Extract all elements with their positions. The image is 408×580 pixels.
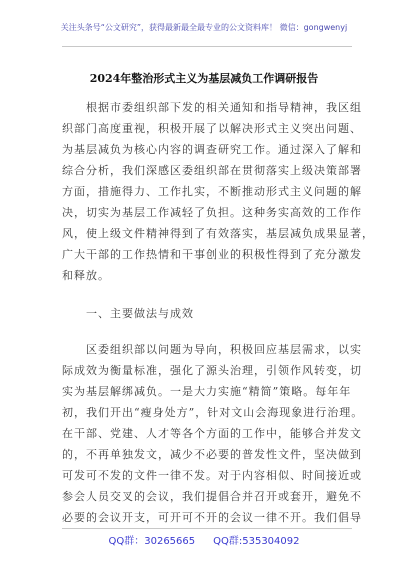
footer-qq-group-2: QQ群:535304092 xyxy=(213,536,300,547)
body-line: 方面，措施得力、工作扎实，不断推动形式主义问题的解 xyxy=(62,185,362,198)
body-line: 际成效为衡量标准，强化了源头治理，引领作风转变，切 xyxy=(62,364,362,377)
body-line: 区委组织部以问题为导向，积极回应基层需求，以实 xyxy=(86,343,362,356)
footer-divider xyxy=(62,528,352,529)
section-heading: 一、主要做法与成效 xyxy=(86,307,194,320)
body-line: 可发可不发的文件一律不发。对于内容相似、时间接近或 xyxy=(62,469,362,482)
body-line: 根据市委组织部下发的相关通知和指导精神，我区组 xyxy=(86,101,362,114)
header-divider xyxy=(62,46,352,47)
body-line: 初，我们开出“瘦身处方”，针对文山会海现象进行治理。 xyxy=(62,406,364,419)
footer-qq-group-1: QQ群：30265665 xyxy=(108,536,196,547)
document-title: 2024年整治形式主义为基层减负工作调研报告 xyxy=(89,72,319,85)
header-note: 关注头条号“公文研究”，获得最新最全最专业的公文资料库！ 微信：gongwenyj xyxy=(60,23,348,32)
body-line: 广大干部的工作热情和干事创业的积极性得到了充分激发 xyxy=(62,248,362,261)
body-line: 参会人员交叉的会议，我们提倡合并召开或套开，避免不 xyxy=(62,490,362,503)
body-line: 的，不再单独发文，减少不必要的普发性文件，坚决做到 xyxy=(62,448,362,461)
body-line: 织部门高度重视，积极开展了以解决形式主义突出问题、 xyxy=(62,122,362,135)
body-line: 和释放。 xyxy=(62,269,110,282)
body-line: 在干部、党建、人才等各个方面的工作中，能够合并发文 xyxy=(62,427,362,440)
body-line: 综合分析，我们深感区委组织部在贯彻落实上级决策部署 xyxy=(62,164,362,177)
body-line: 为基层减负为核心内容的调查研究工作。通过深入了解和 xyxy=(62,143,362,156)
body-line: 必要的会议开支，可开可不开的会议一律不开。我们倡导 xyxy=(62,511,362,524)
body-line: 决，切实为基层工作减轻了负担。这种务实高效的工作作 xyxy=(62,206,362,219)
body-line: 风，使上级文件精神得到了有效落实，基层减负成果显著， xyxy=(62,227,374,240)
body-line: 实为基层解绑减负。一是大力实施“精简”策略。每年年 xyxy=(62,385,352,398)
footer-note xyxy=(0,532,408,547)
